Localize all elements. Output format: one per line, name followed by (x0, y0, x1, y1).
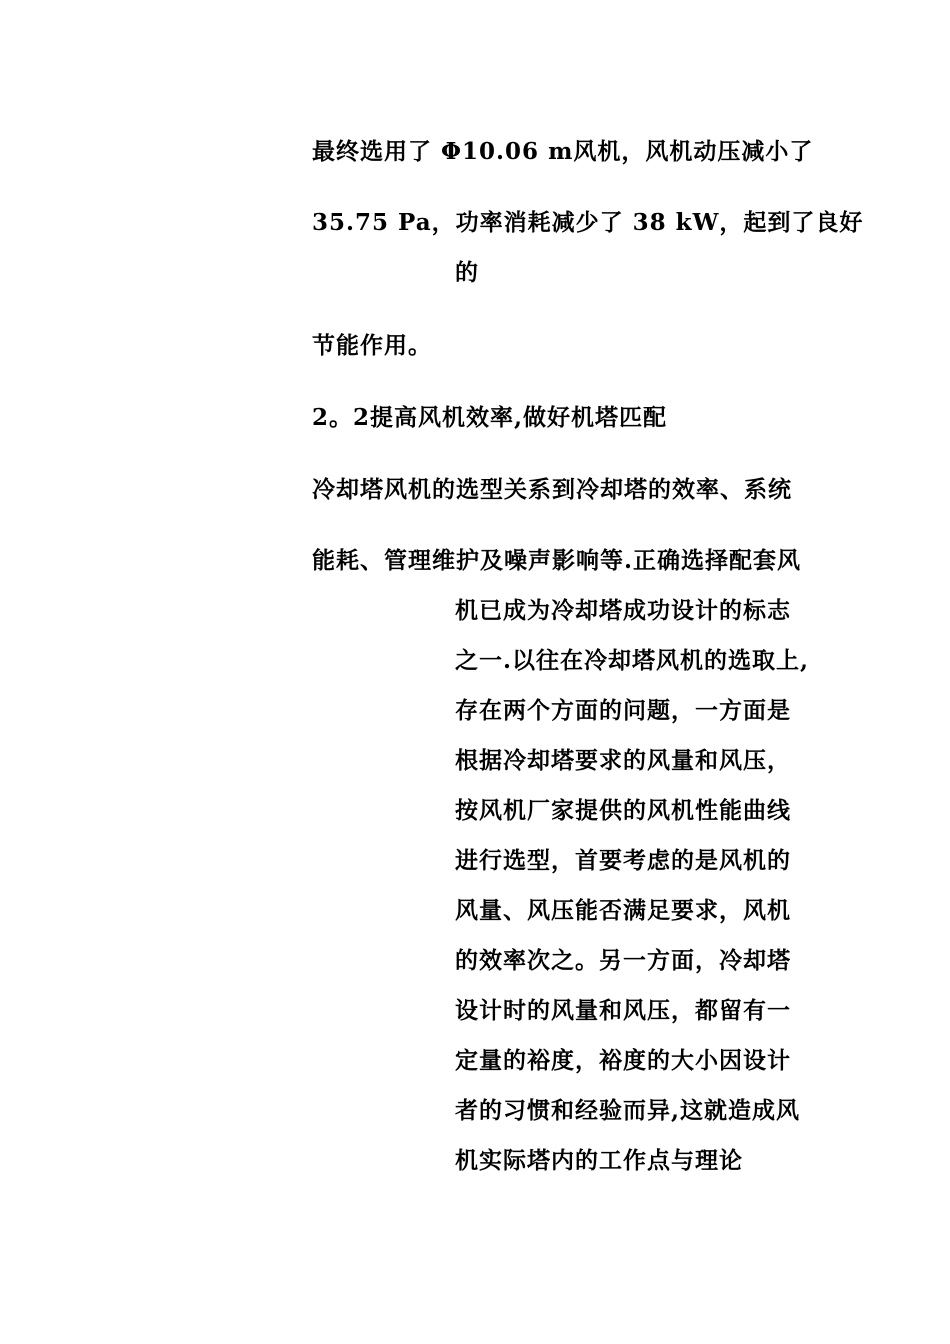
indented-text-line: 机实际塔内的工作点与理论 (455, 1147, 743, 1174)
section-heading: 2。2提高风机效率,做好机塔匹配 (312, 404, 668, 431)
indented-text-line: 设计时的风量和风压，都留有一 (455, 997, 791, 1024)
text-line: 35.75 Pa，功率消耗减少了 38 kW，起到了良好 (312, 209, 864, 236)
indented-text-line: 机已成为冷却塔成功设计的标志 (455, 597, 791, 624)
indented-text-line: 之一.以往在冷却塔风机的选取上, (455, 647, 810, 674)
text-line: 最终选用了 Φ10.06 m风机，风机动压减小了 (312, 138, 814, 165)
indented-text-line: 按风机厂家提供的风机性能曲线 (455, 797, 791, 824)
indented-text-line: 进行选型，首要考虑的是风机的 (455, 847, 791, 874)
indented-text-line: 根据冷却塔要求的风量和风压， (455, 747, 791, 774)
indented-text-line: 的效率次之。另一方面，冷却塔 (455, 947, 791, 974)
indented-text-line: 存在两个方面的问题，一方面是 (455, 697, 791, 724)
text-line: 能耗、管理维护及噪声影响等.正确选择配套风 (312, 547, 802, 574)
indented-text-line: 定量的裕度，裕度的大小因设计 (455, 1047, 791, 1074)
text-line: 节能作用。 (312, 332, 432, 359)
text-line: 的 (455, 259, 479, 286)
indented-text-line: 者的习惯和经验而异,这就造成风 (455, 1097, 801, 1124)
text-line: 冷却塔风机的选型关系到冷却塔的效率、系统 (312, 476, 792, 503)
indented-text-line: 风量、风压能否满足要求，风机 (455, 897, 791, 924)
